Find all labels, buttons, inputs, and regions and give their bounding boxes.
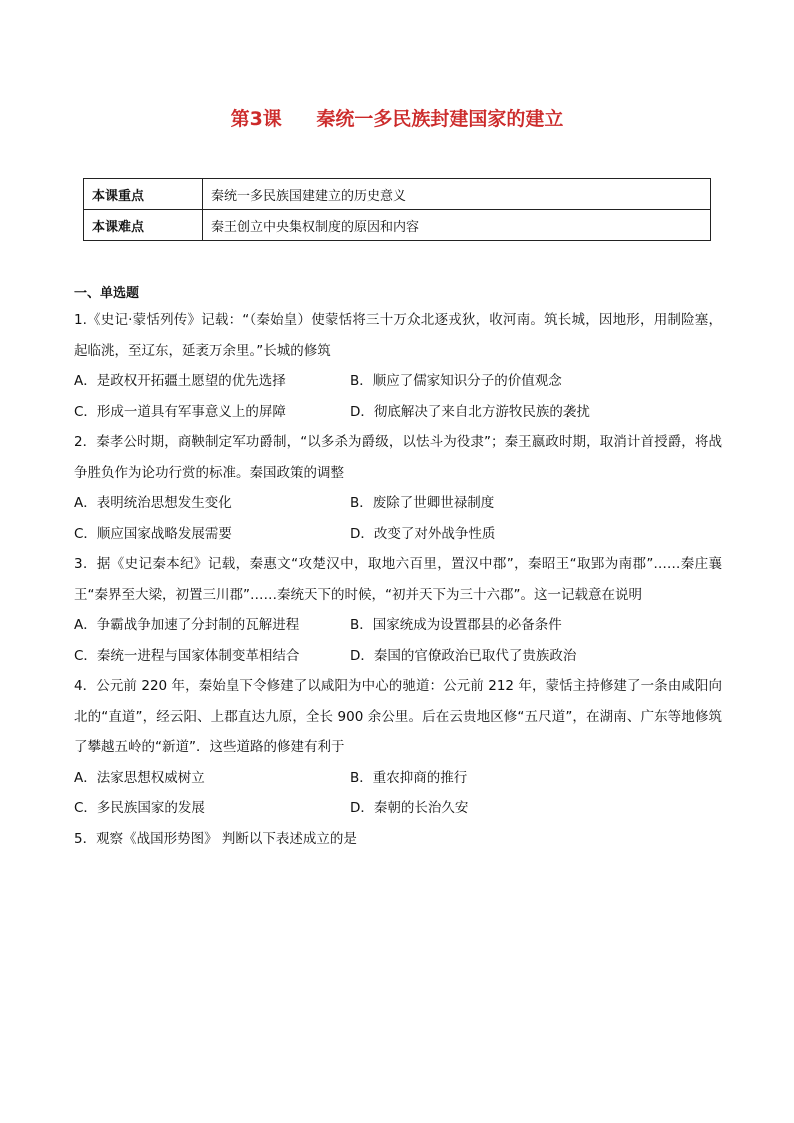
question-stem: 5．观察《战国形势图》 判断以下表述成立的是 — [74, 830, 357, 847]
option-b[interactable]: B．重农抑商的推行 — [350, 769, 468, 786]
keypoint-value: 秦王创立中央集权制度的原因和内容 — [203, 210, 711, 241]
question-4 — [74, 671, 722, 824]
question-stem: 3．据《史记秦本纪》记载，秦惠文“攻楚汉中，取地六百里，置汉中郡”，秦昭王“取郢为南郡”……秦庄襄王“秦界至大梁，初置三川郡”……秦统天下的时候，“初并天下为三十六郡”。这一记载意在说明 — [74, 556, 722, 603]
question-stem: 4．公元前 220 年，秦始皇下令修建了以咸阳为中心的驰道：公元前 212 年，蒙恬主持修建了一条由咸阳向北的“直道”，经云阳、上郡直达九原，全长 900 余公里。后在云贵地区修“五尺道”，在湖南、广东等地修筑了攀越五岭的“新道”．这些道路的修建有利于 — [74, 678, 722, 755]
question-stem: 1.《史记·蒙恬列传》记载：“（秦始皇）使蒙恬将三十万众北逐戎狄，收河南。筑长城，因地形，用制险塞，起临洮，至辽东，延袤万余里。”长城的修筑 — [74, 312, 722, 359]
question-1 — [74, 305, 722, 427]
option-a[interactable]: A．是政权开拓疆土愿望的优先选择 — [74, 373, 286, 389]
option-b[interactable]: B．顺应了儒家知识分子的价值观念 — [350, 373, 562, 389]
options-row — [74, 397, 722, 428]
option-a[interactable]: A．法家思想权威树立 — [74, 769, 205, 786]
options-row — [74, 366, 722, 397]
keypoint-label: 本课难点 — [84, 210, 203, 241]
option-a[interactable]: A．争霸战争加速了分封制的瓦解进程 — [74, 617, 300, 633]
option-a[interactable]: A．表明统治思想发生变化 — [74, 495, 232, 511]
option-d[interactable]: D．秦朝的长治久安 — [350, 800, 469, 816]
option-c[interactable]: C．多民族国家的发展 — [74, 800, 205, 816]
options-row — [74, 519, 722, 550]
option-c[interactable]: C．形成一道具有军事意义上的屏障 — [74, 403, 286, 420]
options-row — [74, 763, 722, 794]
question-3 — [74, 549, 722, 671]
options-row — [74, 610, 722, 641]
option-b[interactable]: B．废除了世卿世禄制度 — [350, 495, 495, 511]
options-row — [74, 641, 722, 672]
options-row — [74, 488, 722, 519]
option-b[interactable]: B．国家统成为设置郡县的必备条件 — [350, 617, 562, 633]
keypoint-row-focus — [84, 179, 711, 210]
options-row — [74, 793, 722, 824]
keypoint-label: 本课重点 — [84, 179, 203, 210]
option-d[interactable]: D．改变了对外战争性质 — [350, 525, 496, 542]
keypoints-table — [83, 178, 711, 241]
lesson-title — [0, 104, 794, 131]
question-stem: 2．秦孝公时期，商鞅制定军功爵制，“以多杀为爵级，以怯斗为役隶”；秦王嬴政时期，取消计首授爵，将战争胜负作为论功行赏的标准。秦国政策的调整 — [74, 434, 722, 481]
option-c[interactable]: C．秦统一进程与国家体制变革相结合 — [74, 647, 300, 664]
lesson-number: 第3课 — [230, 108, 282, 130]
question-2 — [74, 427, 722, 549]
keypoint-row-difficulty — [84, 210, 711, 241]
section-heading: 一、单选题 — [74, 286, 140, 301]
option-d[interactable]: D．彻底解决了来自北方游牧民族的袭扰 — [350, 403, 590, 420]
option-c[interactable]: C．顺应国家战略发展需要 — [74, 525, 232, 542]
question-list — [74, 305, 722, 854]
question-5 — [74, 824, 722, 855]
option-d[interactable]: D．秦国的官僚政治已取代了贵族政治 — [350, 647, 577, 664]
keypoint-value: 秦统一多民族国建建立的历史意义 — [203, 179, 711, 210]
lesson-name: 秦统一多民族封建国家的建立 — [316, 108, 564, 130]
